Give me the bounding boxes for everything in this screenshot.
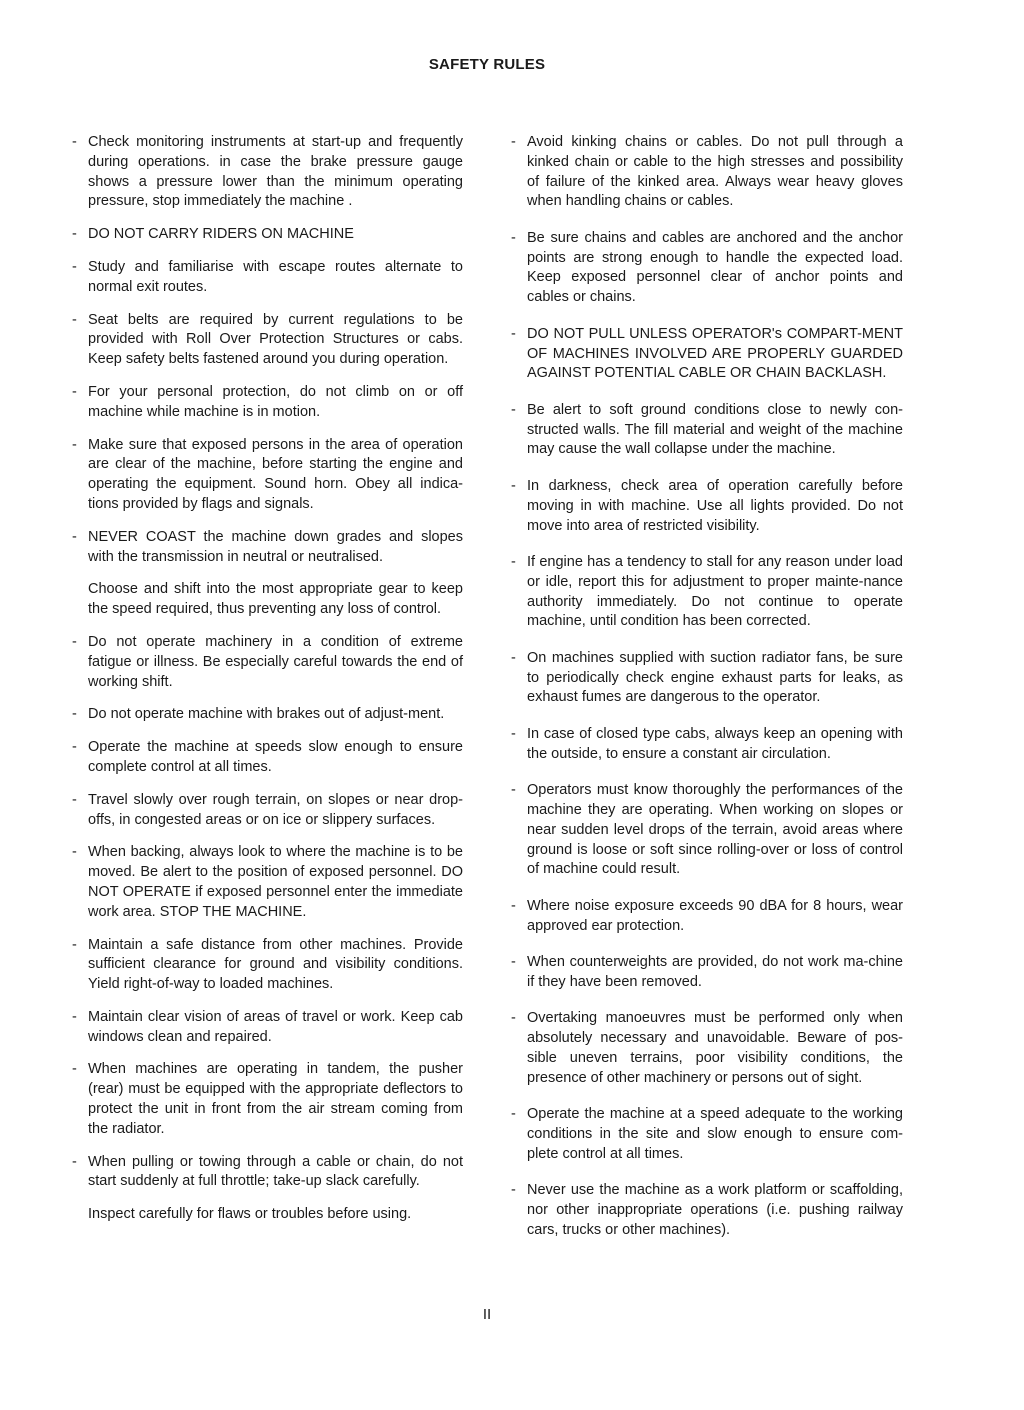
rule-text: Do not operate machinery in a condition of extreme fatigue or illness. Be especially careful towards the end of working shift. (88, 633, 463, 690)
rule-item (72, 936, 463, 995)
bullet-dash: - (511, 649, 516, 666)
rule-text: Operate the machine at speeds slow enough to ensure complete control at all times. (88, 739, 463, 775)
rule-item (72, 738, 463, 778)
rule-item (511, 649, 903, 708)
rule-item (511, 1181, 903, 1240)
rule-text: Operators must know thoroughly the performances of the machine they are operating. When working on slopes or near sudden level drops of the terrain, avoid areas where ground is loose or soft since rolling-over or loss of control of machine could result. (527, 782, 903, 878)
rule-item (511, 133, 903, 212)
bullet-dash: - (511, 134, 516, 150)
rule-item (72, 791, 463, 831)
rule-text: Check monitoring instruments at start-up and frequently during operations. in case the brake pressure gauge shows a pressure lower than the minimum operating pressure, stop immediately the machine . (88, 134, 463, 210)
bullet-dash: - (72, 936, 77, 953)
rule-text: In case of closed type cabs, always keep an opening with the outside, to ensure a constant air circulation. (527, 725, 903, 762)
rule-text: Make sure that exposed persons in the area of operation are clear of the machine, before starting the engine and operating the equipment. Sound horn. Obey all indica-tions provided by flags and signals. (88, 436, 463, 512)
rule-item (72, 225, 463, 245)
bullet-dash: - (72, 258, 77, 275)
bullet-dash: - (72, 1153, 77, 1170)
bullet-dash: - (72, 791, 77, 808)
bullet-dash: - (72, 706, 77, 723)
rule-text: Operate the machine at a speed adequate to the working conditions in the site and slow enough to ensure com-plete control at all times. (527, 1106, 903, 1162)
bullet-dash: - (72, 1008, 77, 1025)
rule-item (72, 1008, 463, 1048)
rule-text: Overtaking manoeuvres must be performed only when absolutely necessary and unavoidable. Beware of pos-sible uneven terrains, poor visibility conditions, the presence of other machinery or persons out of sight. (527, 1010, 903, 1086)
rule-item (511, 781, 903, 880)
rule-text: Never use the machine as a work platform or scaffolding, nor other inappropriate operations (i.e. pushing railway cars, trucks or other machines). (527, 1182, 903, 1238)
rule-item (72, 1153, 463, 1193)
rule-text: DO NOT PULL UNLESS OPERATOR's COMPART-MENT OF MACHINES INVOLVED ARE PROPERLY GUARDED AGAINST POTENTIAL CABLE OR CHAIN BACKLASH. (527, 325, 903, 382)
rule-item (511, 229, 903, 308)
rule-text: When pulling or towing through a cable or chain, do not start suddenly at full throttle; take-up slack carefully. (88, 1153, 463, 1190)
rule-text: On machines supplied with suction radiator fans, be sure to periodically check engine exhaust parts for leaks, as exhaust fumes are dangerous to the operator. (527, 649, 903, 706)
rule-text: DO NOT CARRY RIDERS ON MACHINE (88, 226, 354, 243)
rule-text: Travel slowly over rough terrain, on slopes or near drop-offs, in congested areas or on ice or slippery surfaces. (88, 791, 463, 828)
left-column (72, 133, 463, 1238)
rule-item (72, 633, 463, 692)
bullet-dash: - (72, 844, 77, 861)
rule-item (72, 436, 463, 515)
rule-text: When counterweights are provided, do not work ma-chine if they have been removed. (527, 954, 903, 990)
rule-text: NEVER COAST the machine down grades and slopes with the transmission in neutral or neutralised. (88, 528, 463, 565)
rule-item (511, 953, 903, 993)
rule-note (72, 580, 463, 620)
bullet-dash: - (511, 954, 516, 971)
bullet-dash: - (72, 311, 77, 328)
rule-text: Maintain clear vision of areas of travel or work. Keep cab windows clean and repaired. (88, 1008, 463, 1045)
rule-text: Study and familiarise with escape routes alternate to normal exit routes. (88, 258, 463, 295)
right-column (511, 133, 903, 1257)
rule-item (72, 258, 463, 298)
rule-item (72, 1060, 463, 1139)
rule-note (72, 1205, 463, 1225)
bullet-dash: - (511, 325, 516, 342)
rule-item (72, 528, 463, 568)
rule-item (511, 725, 903, 765)
rule-item (511, 897, 903, 937)
bullet-dash: - (511, 1106, 516, 1123)
rule-item (72, 133, 463, 212)
bullet-dash: - (511, 553, 516, 570)
bullet-dash: - (511, 401, 516, 418)
rule-item (511, 325, 903, 384)
rule-text: Where noise exposure exceeds 90 dBA for 8 hours, wear approved ear protection. (527, 897, 903, 934)
bullet-dash: - (72, 226, 77, 243)
rule-item (72, 311, 463, 370)
bullet-dash: - (72, 134, 77, 150)
rule-text: Choose and shift into the most appropriate gear to keep the speed required, thus preventing any loss of control. (88, 581, 463, 618)
page-title: SAFETY RULES (428, 56, 546, 73)
rule-item (511, 1009, 903, 1088)
bullet-dash: - (511, 725, 516, 742)
rule-text: Avoid kinking chains or cables. Do not pull through a kinked chain or cable to the high stresses and possibility of failure of the kinked area. Always wear heavy gloves when handling chains or cables. (527, 134, 903, 210)
bullet-dash: - (72, 436, 77, 453)
bullet-dash: - (72, 1061, 77, 1078)
rule-text: For your personal protection, do not climb on or off machine while machine is in motion. (88, 383, 463, 420)
rule-item (511, 401, 903, 460)
rule-text: In darkness, check area of operation carefully before moving in with machine. Use all lights provided. Do not move into area of restricted visibility. (527, 477, 903, 534)
rule-text: If engine has a tendency to stall for any reason under load or idle, report this for adjustment to proper mainte-nance authority immediately. Do not continue to operate machine, until condition has been corrected. (527, 553, 903, 630)
rule-item (72, 383, 463, 423)
rule-item (72, 843, 463, 922)
rule-text: Seat belts are required by current regulations to be provided with Roll Over Protection Structures or cabs. Keep safety belts fastened around you during operation. (88, 311, 463, 368)
rule-text: Inspect carefully for flaws or troubles before using. (88, 1206, 412, 1223)
rule-text: Maintain a safe distance from other machines. Provide sufficient clearance for ground and visibility conditions. Yield right-of-way to loaded machines. (88, 936, 463, 993)
bullet-dash: - (72, 739, 77, 756)
rule-item (72, 705, 463, 725)
rule-item (511, 477, 903, 536)
rule-text: When backing, always look to where the machine is to be moved. Be alert to the position of exposed personnel. DO NOT OPERATE if exposed personnel enter the immediate work area. STOP THE MACHINE. (88, 844, 463, 920)
bullet-dash: - (511, 1182, 516, 1199)
bullet-dash: - (511, 897, 516, 914)
page-number: II (482, 1306, 492, 1323)
bullet-dash: - (72, 633, 77, 650)
bullet-dash: - (72, 383, 77, 400)
rule-item (511, 1105, 903, 1164)
rule-text: Do not operate machine with brakes out of adjust-ment. (88, 706, 445, 723)
bullet-dash: - (511, 229, 516, 246)
bullet-dash: - (72, 528, 77, 545)
rule-text: Be alert to soft ground conditions close to newly con-structed walls. The fill material and weight of the machine may cause the wall collapse under the machine. (527, 401, 903, 458)
rule-text: When machines are operating in tandem, the pusher (rear) must be equipped with the appropriate deflectors to protect the unit in front from the air stream coming from the radiator. (88, 1061, 463, 1137)
rule-item (511, 553, 903, 632)
bullet-dash: - (511, 1010, 516, 1027)
bullet-dash: - (511, 477, 516, 494)
rule-text: Be sure chains and cables are anchored and the anchor points are strong enough to handle the expected load. Keep exposed personnel clear of anchor points and cables or chains. (527, 229, 903, 306)
bullet-dash: - (511, 782, 516, 799)
